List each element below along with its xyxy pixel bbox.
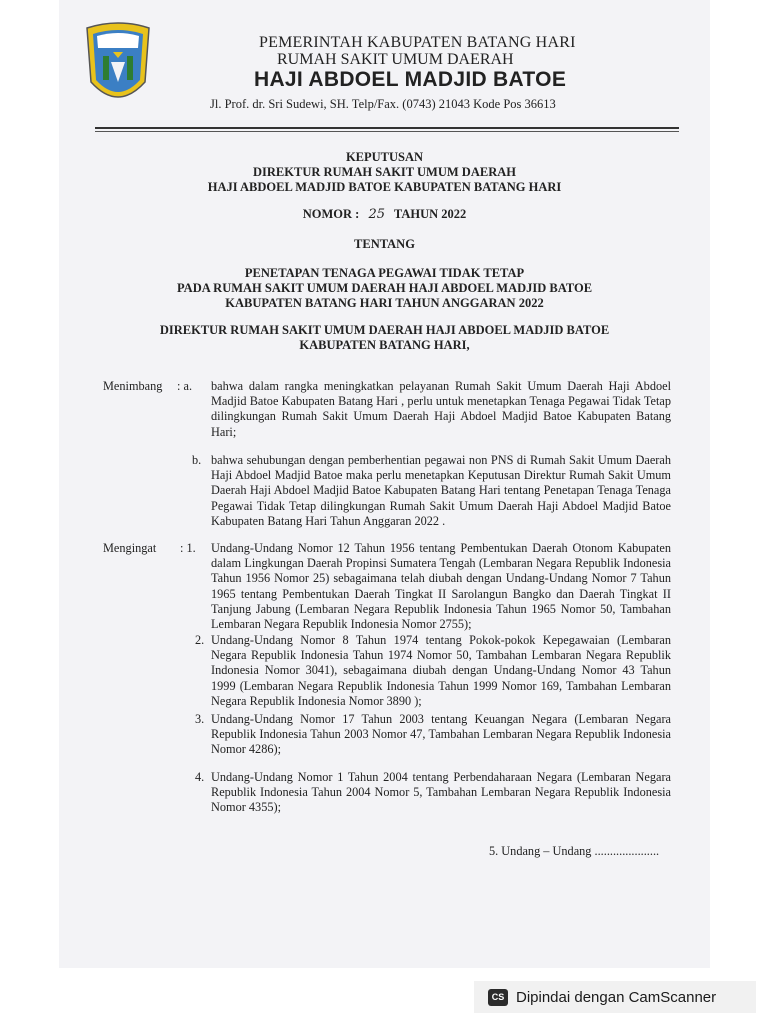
subject-line3: KABUPATEN BATANG HARI TAHUN ANGGARAN 2022 [225, 296, 544, 310]
letterhead-divider-thin [95, 131, 679, 132]
issuer-line1: DIREKTUR RUMAH SAKIT UMUM DAERAH HAJI ABDOEL MADJID BATOE [159, 323, 610, 337]
letterhead-address: Jl. Prof. dr. Sri Sudewi, SH. Telp/Fax. (0743) 21043 Kode Pos 36613 [210, 97, 556, 111]
camscanner-watermark [474, 981, 756, 1013]
menimbang-item-b: bahwa sehubungan dengan pemberhentian pegawai non PNS di Rumah Sakit Umum Daerah Haji Abdoel Madjid Batoe maka perlu menetapkan Keputusan Direktur Rumah Sakit Umum Daerah Haji Abdoel Madjid Batoe Kabupaten Batang Hari tentang Penetapan Tenaga Tenaga Pegawai Tidak Tetap dilingkungan Rumah Sakit Umum Daerah Haji Abdoel Madjid Batoe Kabupaten Batang Hari Tahun Anggaran 2022 . [211, 453, 671, 528]
menimbang-marker-a: : a. [177, 379, 193, 393]
letterhead-divider [95, 127, 679, 129]
decree-issuer-line1: DIREKTUR RUMAH SAKIT UMUM DAERAH [253, 165, 516, 179]
mengingat-marker-3: 3. [195, 712, 205, 726]
subject-line2: PADA RUMAH SAKIT UMUM DAERAH HAJI ABDOEL MADJID BATOE [176, 281, 593, 295]
decree-issuer-line2: HAJI ABDOEL MADJID BATOE KABUPATEN BATANG HARI [207, 180, 562, 194]
letterhead-hospital-name: HAJI ABDOEL MADJID BATOE [254, 68, 567, 91]
nomor-year: TAHUN 2022 [393, 207, 467, 221]
camscanner-logo-icon: CS [488, 989, 508, 1006]
mengingat-marker-4: 4. [195, 770, 205, 784]
mengingat-marker-1: : 1. [180, 541, 196, 555]
batang-hari-emblem-icon [83, 22, 153, 110]
page-continuation: 5. Undang – Undang ..................... [489, 844, 660, 858]
mengingat-marker-2: 2. [195, 633, 205, 647]
mengingat-item-3: Undang-Undang Nomor 17 Tahun 2003 tentang Keuangan Negara (Lembaran Negara Republik Indonesia Tahun 2003 Nomor 47, Tambahan Lembaran Negara Republik Indonesia Nomor 4286); [211, 712, 671, 757]
menimbang-item-a: bahwa dalam rangka meningkatkan pelayanan Rumah Sakit Umum Daerah Haji Abdoel Madjid Batoe Kabupaten Batang Hari , perlu untuk menetapkan Tenaga Pegawai Tidak Tetap dilingkungan Rumah Sakit Umum Daerah Haji Abdoel Madjid Batoe Kabupaten Batang Hari; [211, 379, 671, 439]
letterhead-hospital-type: RUMAH SAKIT UMUM DAERAH [277, 51, 514, 68]
issuer-line2: KABUPATEN BATANG HARI, [299, 338, 470, 352]
decree-number [59, 207, 710, 222]
nomor-handwritten: 25 [368, 207, 385, 222]
document-page [59, 0, 710, 968]
nomor-label: NOMOR : [302, 207, 360, 221]
menimbang-marker-b: b. [192, 453, 202, 467]
camscanner-text: Dipindai dengan CamScanner [516, 988, 717, 1006]
mengingat-label: Mengingat [103, 541, 157, 555]
letterhead-government: PEMERINTAH KABUPATEN BATANG HARI [259, 34, 576, 51]
decree-heading: KEPUTUSAN [345, 150, 424, 164]
menimbang-label: Menimbang [103, 379, 163, 393]
subject-line1: PENETAPAN TENAGA PEGAWAI TIDAK TETAP [244, 266, 525, 280]
mengingat-item-2: Undang-Undang Nomor 8 Tahun 1974 tentang Pokok-pokok Kepegawaian (Lembaran Negara Republik Indonesia Tahun 1974 Nomor 50, Tambahan Lembaran Negara Republik Indonesia Nomor 3041), sebagaimana diubah dengan Undang-Undang Nomor 43 Tahun 1999 (Lembaran Negara Republik Indonesia Tahun 1999 Nomor 169, Tambahan Lembaran Negara Republik Indonesia Nomor 3890 ); [211, 633, 671, 708]
tentang-heading: TENTANG [354, 237, 415, 251]
mengingat-item-1: Undang-Undang Nomor 12 Tahun 1956 tentang Pembentukan Daerah Otonom Kabupaten dalam Lingkungan Daerah Propinsi Sumatera Tengah (Lembaran Negara Republik Indonesia Tahun 1956 Nomor 25) sebagaimana telah diubah dengan Undang-Undang Nomor 7 Tahun 1965 tentang Pembentukan Daerah Tingkat II Sarolangun Bangko dan Daerah Tingkat II Tanjung Jabung (Lembaran Negara Republik Indonesia Tahun 1965 Nomor 50, Tambahan Lembaran Negara Republik Indonesia Nomor 2755); [211, 541, 671, 632]
mengingat-item-4: Undang-Undang Nomor 1 Tahun 2004 tentang Perbendaharaan Negara (Lembaran Negara Republik Indonesia Tahun 2004 Nomor 5, Tambahan Lembaran Negara Republik Indonesia Nomor 4355); [211, 770, 671, 815]
